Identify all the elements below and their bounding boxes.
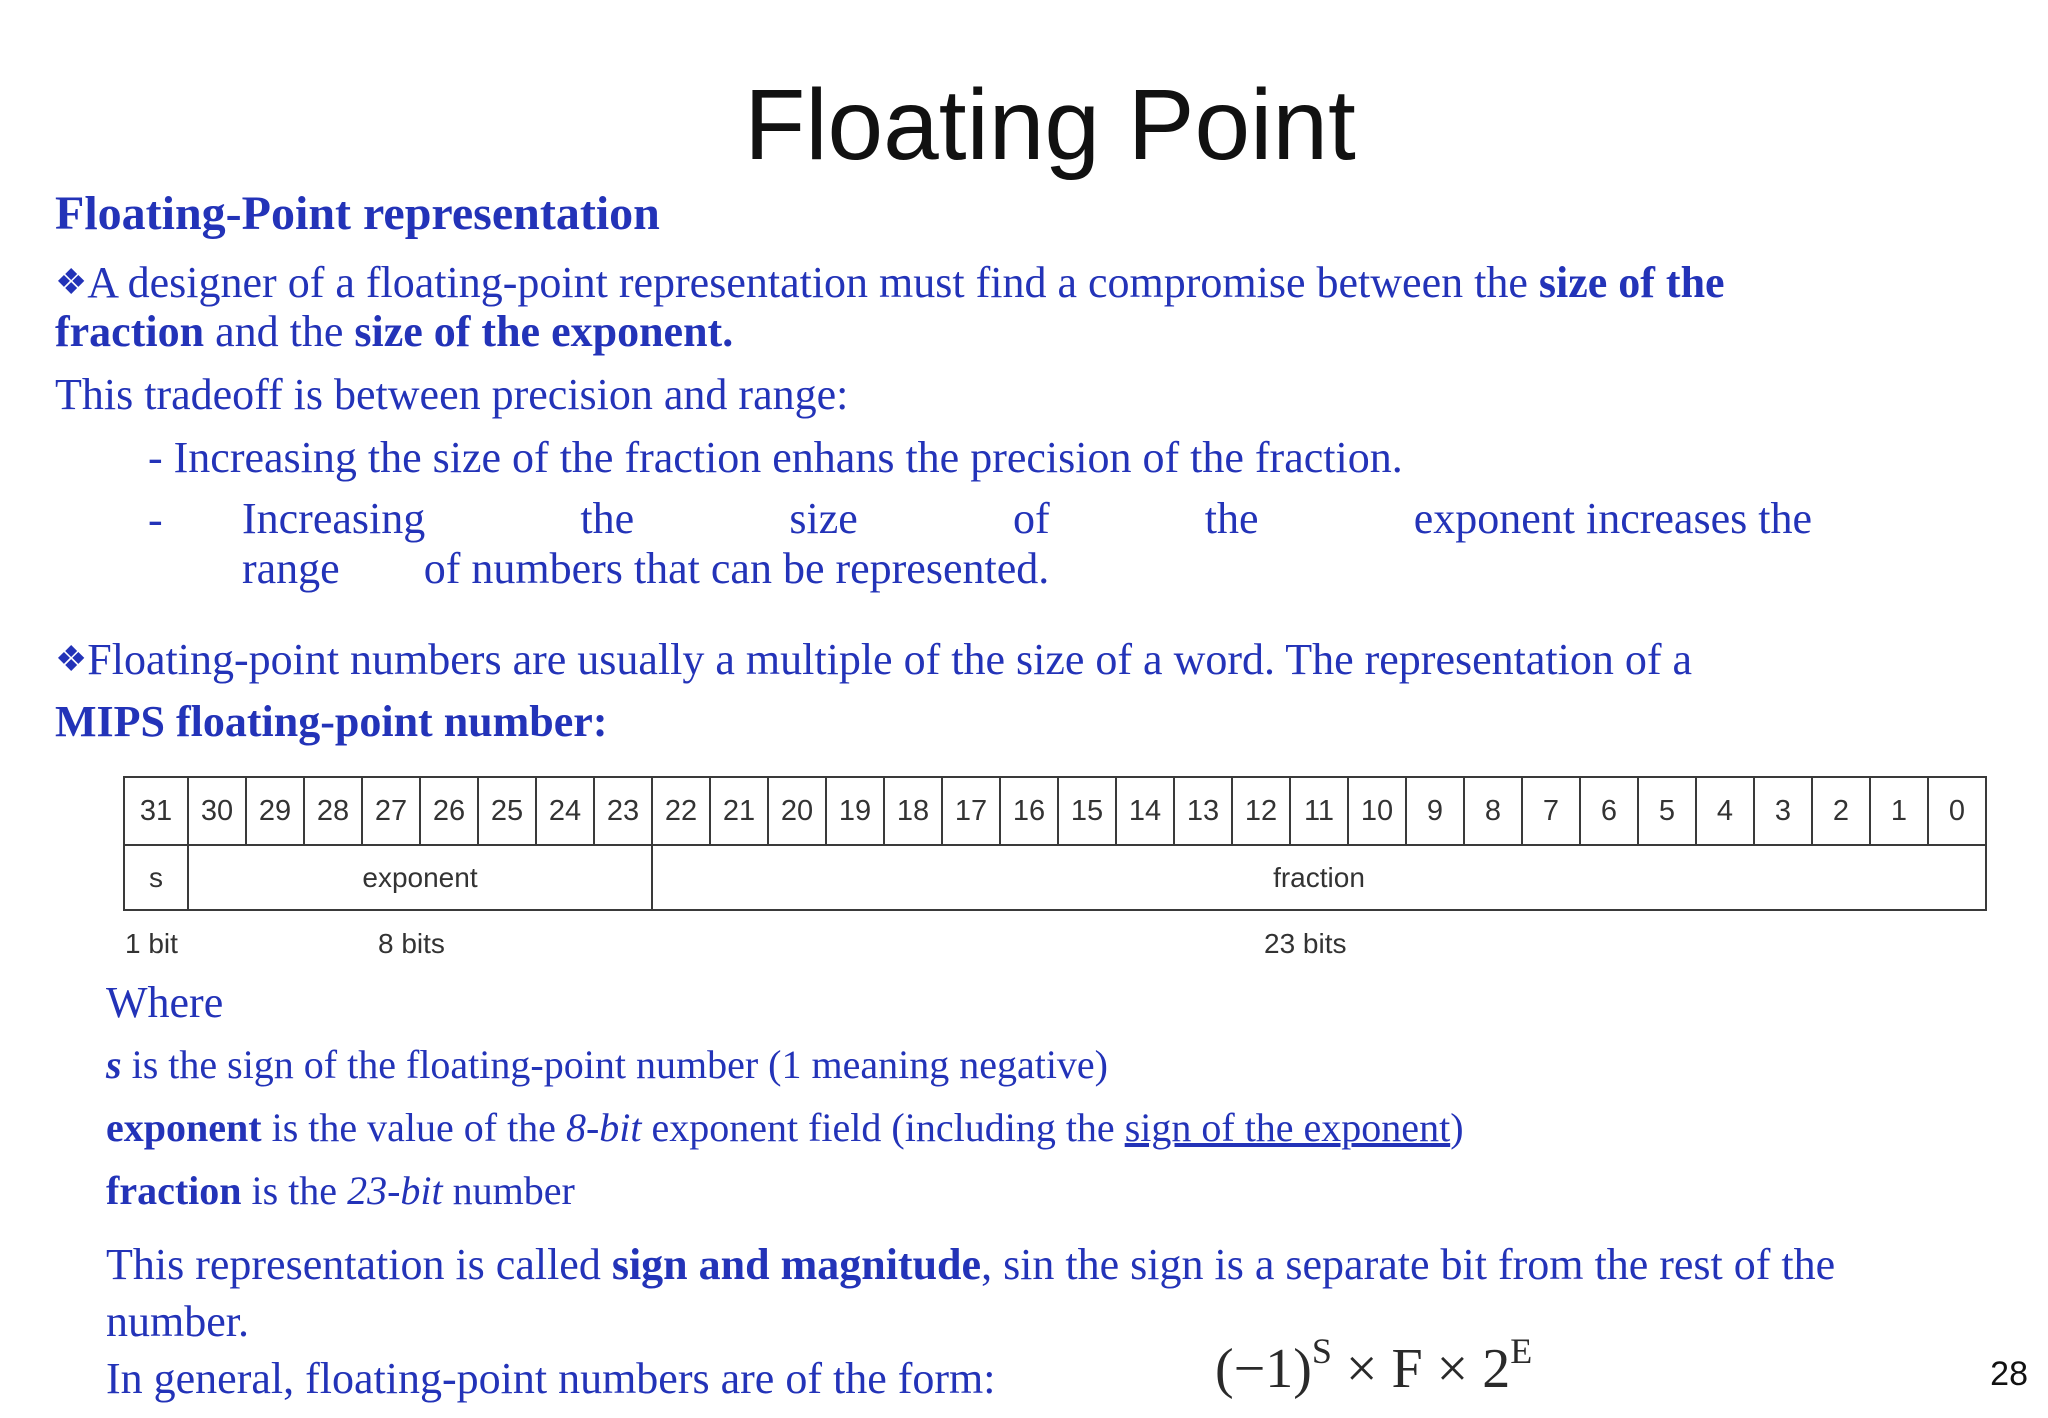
- where-sign: s is the sign of the floating-point number (1 meaning negative): [106, 1042, 1109, 1087]
- bit-number-cell: 25: [478, 777, 536, 845]
- bullet-1-line-2: fraction and the size of the exponent.: [55, 307, 734, 356]
- bit-number-cell: 13: [1174, 777, 1232, 845]
- bit-number-cell: 2: [1812, 777, 1870, 845]
- bullet-diamond-icon: ❖: [55, 639, 88, 679]
- bit-number-cell: 31: [124, 777, 188, 845]
- bit-number-cell: 7: [1522, 777, 1580, 845]
- bit-number-cell: 22: [652, 777, 710, 845]
- bullet-2-line-2: MIPS floating-point number:: [55, 697, 608, 746]
- bit-number-cell: 21: [710, 777, 768, 845]
- sign-magnitude-line-2: number.: [106, 1297, 249, 1346]
- bit-number-cell: 19: [826, 777, 884, 845]
- tradeoff-point-2-line-2: range of numbers that can be represented.: [242, 544, 1050, 593]
- bit-number-cell: 5: [1638, 777, 1696, 845]
- mips-float-bit-layout: [123, 776, 1987, 911]
- fraction-size-label: 23 bits: [1264, 928, 1347, 959]
- tradeoff-point-2-marker: -: [148, 495, 163, 544]
- float-formula: $(-1)^S \times F \times 2^E$: [1215, 1331, 1533, 1400]
- field-row: [124, 845, 1986, 910]
- bit-number-cell: 0: [1928, 777, 1986, 845]
- bit-number-cell: 8: [1464, 777, 1522, 845]
- bit-number-cell: 12: [1232, 777, 1290, 845]
- tradeoff-point-2-line-1: Increasing the size of the exponent increases the: [242, 494, 1812, 543]
- bit-number-cell: 17: [942, 777, 1000, 845]
- bit-number-cell: 1: [1870, 777, 1928, 845]
- bullet-2-line-1: ❖Floating-point numbers are usually a multiple of the size of a word. The representation of a: [55, 635, 1693, 684]
- bit-number-cell: 9: [1406, 777, 1464, 845]
- slide-title: Floating Point: [744, 69, 1356, 181]
- where-fraction: fraction is the 23-bit number: [106, 1168, 575, 1213]
- sign-size-label: 1 bit: [125, 928, 178, 959]
- field-cell-0: s: [124, 845, 188, 910]
- general-form-text: In general, floating-point numbers are of the form:: [106, 1354, 996, 1403]
- field-cell-2: fraction: [652, 845, 1986, 910]
- exponent-size-label: 8 bits: [378, 928, 445, 959]
- bit-number-cell: 10: [1348, 777, 1406, 845]
- section-heading: Floating-Point representation: [55, 187, 660, 240]
- bit-number-cell: 27: [362, 777, 420, 845]
- bit-number-cell: 18: [884, 777, 942, 845]
- bit-number-cell: 26: [420, 777, 478, 845]
- bit-number-cell: 20: [768, 777, 826, 845]
- bit-number-cell: 29: [246, 777, 304, 845]
- sign-magnitude-line-1: This representation is called sign and magnitude, sin the sign is a separate bit from the rest of the: [106, 1240, 1836, 1289]
- bit-number-cell: 14: [1116, 777, 1174, 845]
- bit-number-cell: 30: [188, 777, 246, 845]
- bit-number-cell: 24: [536, 777, 594, 845]
- bit-number-cell: 23: [594, 777, 652, 845]
- bullet-1-line-1: ❖A designer of a floating-point representation must find a compromise between the size of the: [55, 258, 1725, 307]
- bullet-diamond-icon: ❖: [55, 262, 88, 302]
- where-label: Where: [106, 978, 224, 1027]
- bit-number-cell: 6: [1580, 777, 1638, 845]
- field-cell-1: exponent: [188, 845, 652, 910]
- where-exponent: exponent is the value of the 8-bit exponent field (including the sign of the exponent): [106, 1105, 1464, 1150]
- page-number: 28: [1990, 1355, 2028, 1393]
- bit-number-cell: 15: [1058, 777, 1116, 845]
- bit-number-cell: 11: [1290, 777, 1348, 845]
- bit-number-cell: 16: [1000, 777, 1058, 845]
- tradeoff-intro: This tradeoff is between precision and range:: [55, 370, 849, 419]
- bit-number-cell: 3: [1754, 777, 1812, 845]
- bit-number-row: [124, 777, 1986, 845]
- bit-number-cell: 28: [304, 777, 362, 845]
- bit-number-cell: 4: [1696, 777, 1754, 845]
- tradeoff-point-1: - Increasing the size of the fraction enhans the precision of the fraction.: [148, 433, 1403, 482]
